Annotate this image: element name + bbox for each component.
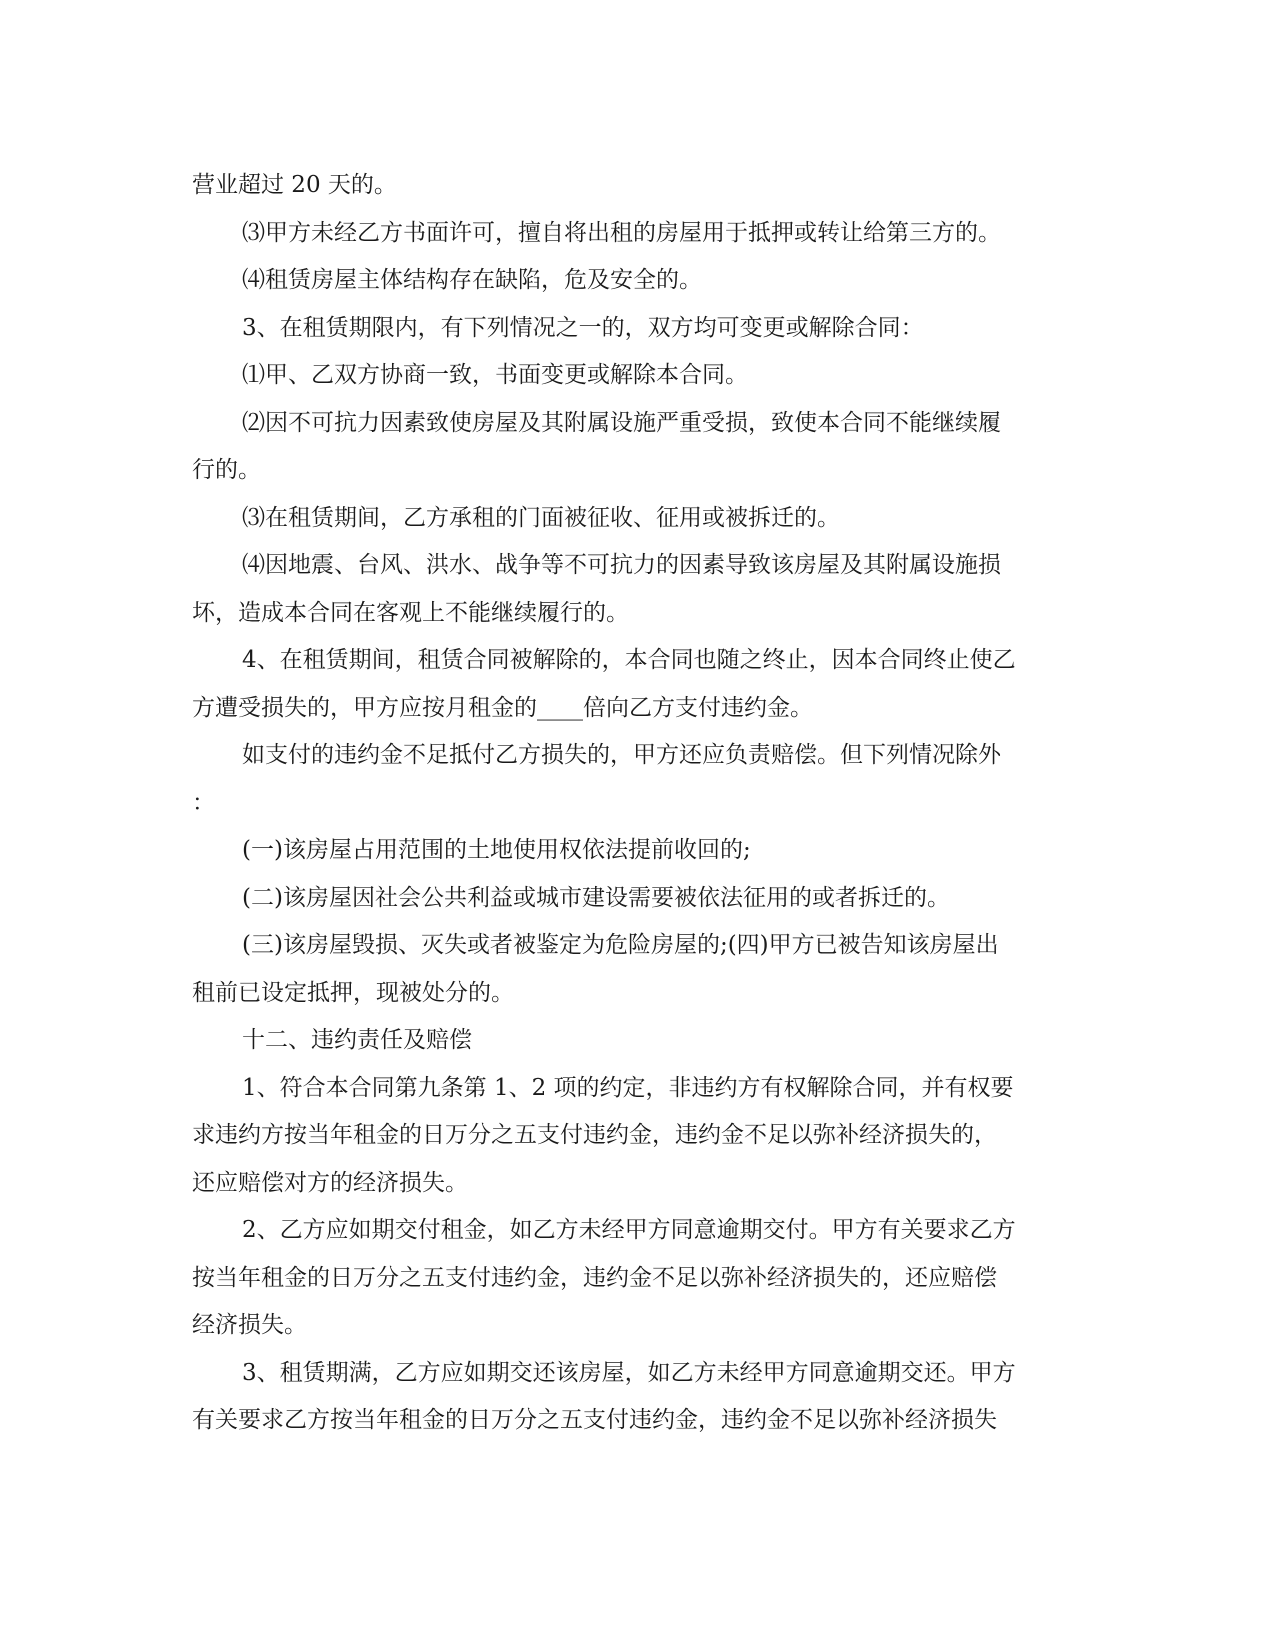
text-line: 经济损失。 <box>192 1312 307 1338</box>
text-line: 3、租赁期满，乙方应如期交还该房屋，如乙方未经甲方同意逾期交还。甲方 <box>242 1359 1016 1386</box>
text-line: 如支付的违约金不足抵付乙方损失的，甲方还应负责赔偿。但下列情况除外 <box>242 742 1001 768</box>
text-line: 2、乙方应如期交付租金，如乙方未经甲方同意逾期交付。甲方有关要求乙方 <box>242 1217 1016 1243</box>
text-line: (一)该房屋占用范围的土地使用权依法提前收回的; <box>242 837 751 863</box>
text-line: ⑷租赁房屋主体结构存在缺陷，危及安全的。 <box>242 267 702 293</box>
text-line: 行的。 <box>192 457 261 483</box>
text-line: 有关要求乙方按当年租金的日万分之五支付违约金，违约金不足以弥补经济损失 <box>192 1407 997 1433</box>
text-line: 租前已设定抵押，现被处分的。 <box>192 979 514 1006</box>
text-line: 坏，造成本合同在客观上不能继续履行的。 <box>192 599 629 626</box>
text-line: ⑴甲、乙双方协商一致，书面变更或解除本合同。 <box>242 362 748 388</box>
document-body <box>192 162 1072 1445</box>
text-line: ⑷因地震、台风、洪水、战争等不可抗力的因素导致该房屋及其附属设施损 <box>242 552 1001 578</box>
text-line: ⑵因不可抗力因素致使房屋及其附属设施严重受损，致使本合同不能继续履 <box>242 409 1001 436</box>
text-line: 还应赔偿对方的经济损失。 <box>192 1169 468 1196</box>
text-line: ⑶甲方未经乙方书面许可，擅自将出租的房屋用于抵押或转让给第三方的。 <box>242 219 1001 246</box>
text-line: 4、在租赁期间，租赁合同被解除的，本合同也随之终止，因本合同终止使乙 <box>242 647 1016 673</box>
text-line: 1、符合本合同第九条第 1、2 项的约定，非违约方有权解除合同，并有权要 <box>242 1074 1014 1101</box>
text-line: 3、在租赁期限内，有下列情况之一的，双方均可变更或解除合同： <box>242 314 924 341</box>
text-line: 按当年租金的日万分之五支付违约金，违约金不足以弥补经济损失的，还应赔偿 <box>192 1264 997 1291</box>
text-line: ⑶在租赁期间，乙方承租的门面被征收、征用或被拆迁的。 <box>242 504 840 531</box>
text-line: 十二、违约责任及赔偿 <box>242 1027 472 1053</box>
text-line: ： <box>192 789 215 816</box>
text-line: (三)该房屋毁损、灭失或者被鉴定为危险房屋的;(四)甲方已被告知该房屋出 <box>242 932 999 958</box>
text-line: (二)该房屋因社会公共利益或城市建设需要被依法征用的或者拆迁的。 <box>242 884 950 911</box>
text-line: 方遭受损失的，甲方应按月租金的____倍向乙方支付违约金。 <box>192 694 813 721</box>
text-line: 营业超过 20 天的。 <box>192 172 397 198</box>
text-line: 求违约方按当年租金的日万分之五支付违约金，违约金不足以弥补经济损失的， <box>192 1122 997 1148</box>
